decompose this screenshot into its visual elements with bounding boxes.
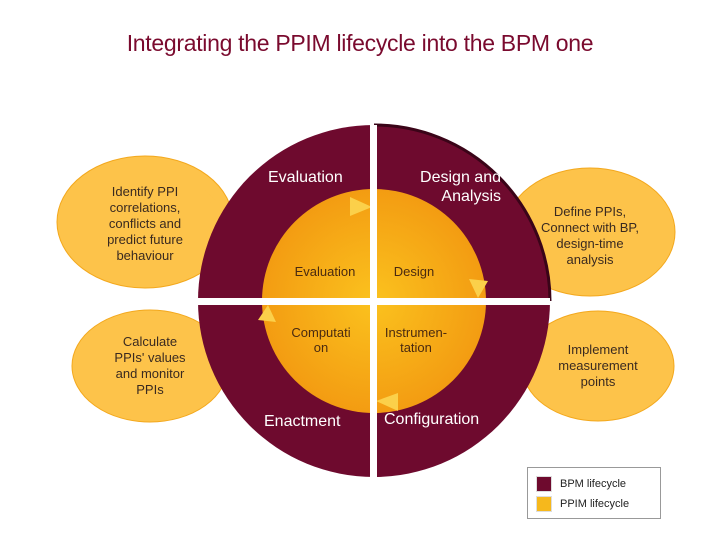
- legend-swatch-ppim: [536, 496, 552, 512]
- bpm-label-evaluation: Evaluation: [268, 169, 343, 186]
- legend-item-bpm: [536, 476, 626, 492]
- slide-title: Integrating the PPIM lifecycle into the BPM one: [126, 30, 594, 56]
- legend-label-ppim: PPIM lifecycle: [560, 498, 630, 510]
- legend-item-ppim: [536, 496, 629, 512]
- bpm-label-enactment: Enactment: [264, 413, 341, 430]
- ppim-label-instrumentation: Instrumen- tation: [384, 325, 448, 355]
- callout-identify-text: Identify PPI correlations, conflicts and predict future behaviour: [107, 184, 183, 263]
- divider-horizontal: [198, 298, 550, 305]
- callout-define-text: Define PPIs, Connect with BP, design-time analysis: [540, 204, 640, 267]
- bpm-label-configuration: Configuration: [384, 411, 480, 428]
- legend-label-bpm: BPM lifecycle: [560, 478, 627, 490]
- bpm-label-design-analysis: Design and Analysis: [420, 169, 501, 205]
- callout-implement-text: Implement measurement points: [558, 342, 638, 389]
- legend: [527, 467, 661, 519]
- callout-calculate-text: Calculate PPIs' values and monitor PPIs: [114, 334, 186, 397]
- ppim-label-evaluation: Evaluation: [294, 264, 356, 279]
- ppim-label-computation: Computati on: [291, 325, 351, 355]
- ppim-label-design: Design: [393, 264, 435, 279]
- legend-swatch-bpm: [536, 476, 552, 492]
